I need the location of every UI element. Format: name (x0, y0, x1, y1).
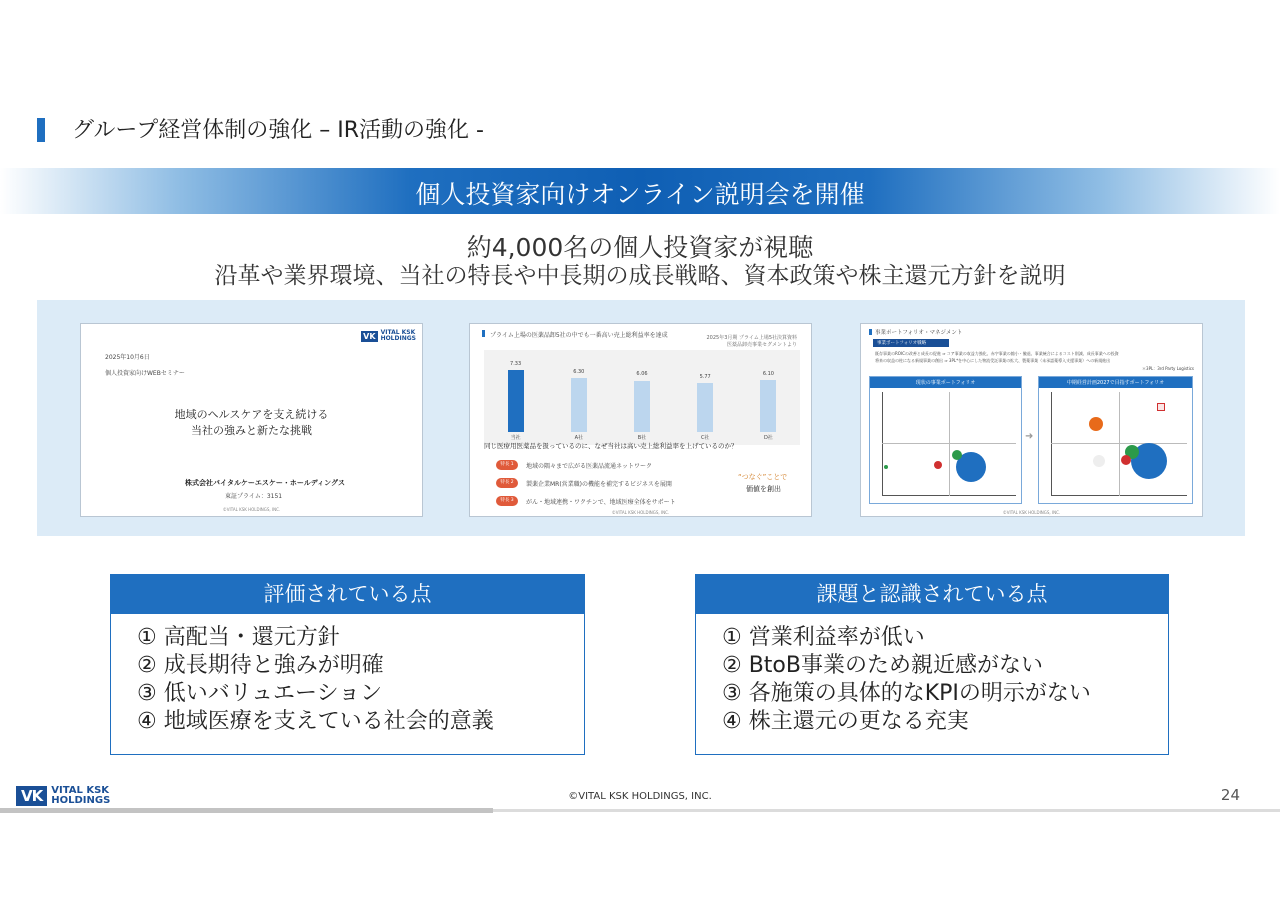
list-item: ② 成長期待と強みが明確 (137, 653, 384, 678)
page-title: グループ経営体制の強化 – IR活動の強化 - (72, 118, 484, 143)
issues-title: 課題と認識されている点 (696, 575, 1168, 614)
chart-value-label: 5.77 (699, 373, 711, 380)
list-item: ① 高配当・還元方針 (137, 625, 340, 650)
feature-text-3: がん・地域連携・ワクチンで、地域医療全体をサポート (526, 499, 676, 506)
feature-tag-1: 特長 1 (496, 460, 518, 470)
footer-divider-light (493, 809, 1280, 812)
arrow-right-icon: ➜ (1025, 431, 1034, 442)
evaluated-points-list (111, 614, 584, 736)
slide-footer: ©VITAL KSK HOLDINGS, INC. (611, 510, 670, 515)
copyright: ©VITAL KSK HOLDINGS, INC. (568, 791, 712, 802)
list-item: ④ 株主還元の更なる充実 (722, 709, 969, 734)
slide-event: 個人投資家向けWEBセミナー (105, 370, 185, 377)
evaluated-points-title: 評価されている点 (111, 575, 584, 614)
slide-thumbnail-portfolio (860, 323, 1203, 517)
feature-tag-3: 特長 3 (496, 496, 518, 506)
target-portfolio-head: 中期経営計画2027で目指すポートフォリオ (1039, 377, 1192, 388)
slide-company: 株式会社バイタルケーエスケー・ホールディングス (185, 479, 345, 487)
chart-value-label: 6.06 (636, 371, 648, 378)
portfolio-bubble-red (934, 461, 942, 469)
callout-line2: 価値を創出 (746, 485, 781, 493)
chart-category-label: 当社 (510, 435, 521, 441)
chart-category-label: B社 (637, 435, 647, 441)
chart-value-label: 6.30 (573, 369, 585, 376)
chart-value-label: 7.33 (510, 360, 522, 367)
chart-bar (508, 370, 524, 432)
slide-title-line2: 当社の強みと新たな挑戦 (191, 424, 312, 437)
issues-list (696, 614, 1168, 736)
slide-thumbnail-chart (469, 323, 812, 517)
issues-panel (695, 574, 1169, 755)
feature-tag-2: 特長 2 (496, 478, 518, 488)
feature-text-1: 地域の隅々まで広がる医薬品流通ネットワーク (526, 463, 653, 470)
current-portfolio-head: 現状の事業ポートフォリオ (870, 377, 1021, 388)
slide-listing: 東証プライム：3151 (225, 493, 283, 500)
list-item: ③ 各施策の具体的なKPIの明示がない (722, 681, 1091, 706)
chart-value-label: 6.10 (762, 371, 774, 378)
gross-margin-bar-chart (484, 350, 800, 445)
logo-text-line2: HOLDINGS (380, 335, 416, 342)
slide-bullet-2: 将来の収益の柱になる新規事業の創出 ⇒ 3PL*を中心にした物流受託事業の拡大、製薬事業（未承認薬導入支援事業）への新規進出 (875, 358, 1111, 363)
evaluated-points-panel (110, 574, 585, 755)
list-item: ③ 低いバリュエーション (137, 681, 383, 706)
slide-bullet-1: 既存事業のROICの改善と成長の促進 ⇒ コア事業の収益力強化、赤字事業の縮小・撤退、事業統合によるコスト削減、成長事業への投資 (875, 351, 1119, 356)
vital-ksk-logo-icon: VK (363, 331, 376, 341)
headline-primary: 約4,000名の個人投資家が視聴 (466, 233, 814, 262)
list-item: ② BtoB事業のため親近感がない (722, 653, 1043, 678)
chart-category-label: C社 (700, 435, 710, 441)
chart-bar (634, 381, 650, 433)
callout-line1: “つなぐ”ことで (738, 473, 788, 481)
footer-logo-line1: VITAL KSK (51, 785, 110, 796)
page-number: 24 (1220, 786, 1240, 804)
portfolio-bubble-green (952, 450, 962, 460)
slide-question: 同じ医療用医薬品を扱っているのに、なぜ当社は高い売上総利益率を上げているのか？ (484, 442, 738, 450)
target-bubble-orange (1089, 417, 1103, 431)
chart-bar (760, 380, 776, 432)
slide-source-line2: 医薬品卸売事業セグメントより (727, 342, 797, 348)
chart-category-label: A社 (574, 435, 583, 441)
chart-category-label: D社 (763, 435, 773, 441)
slide-thumbnail-cover (80, 323, 423, 517)
slide-portfolio-title: 事業ポートフォリオ・マネジメント (875, 330, 963, 336)
footer-logo-line2: HOLDINGS (51, 795, 111, 806)
chart-bar (571, 378, 587, 432)
current-portfolio-panel (869, 376, 1022, 504)
list-item: ④ 地域医療を支えている社会的意義 (137, 709, 494, 734)
list-item: ① 営業利益率が低い (722, 625, 925, 650)
feature-text-2: 製薬企業MR(営業職)の機能を補完するビジネスを展開 (526, 481, 672, 488)
slide-portfolio-subtitle-box: 事業ポートフォリオ戦略 (873, 339, 949, 347)
target-bubble-red (1121, 455, 1131, 465)
slide-logo (361, 330, 416, 342)
vital-ksk-logo-icon: VK (16, 786, 47, 806)
slide-footer: ©VITAL KSK HOLDINGS, INC. (1002, 510, 1061, 515)
target-portfolio-panel (1038, 376, 1193, 504)
headline-secondary: 沿革や業界環境、当社の特長や中長期の成長戦略、資本政策や株主還元方針を説明 (214, 263, 1066, 289)
slide-title-line1: 地域のヘルスケアを支え続ける (174, 408, 329, 421)
slide-footer: ©VITAL KSK HOLDINGS, INC. (222, 507, 281, 512)
logo-text-line1: VITAL KSK (380, 329, 416, 336)
slide-chart-title: プライム上場の医薬品卸5社の中でも一番高い売上総利益率を達成 (490, 332, 668, 339)
banner-text: 個人投資家向けオンライン説明会を開催 (415, 180, 865, 209)
chart-bar (697, 383, 713, 432)
slide-title-accent (869, 329, 872, 335)
slide-date: 2025年10月6日 (105, 354, 150, 361)
slide-note: ＊3PL：3rd Party Logistics (1142, 366, 1194, 371)
slide-source-line1: 2025年3月期 プライム上場5社決算資料 (706, 335, 797, 341)
slide-title-accent (482, 330, 485, 337)
footer-divider-dark (0, 808, 493, 813)
title-accent-bar (37, 118, 45, 142)
